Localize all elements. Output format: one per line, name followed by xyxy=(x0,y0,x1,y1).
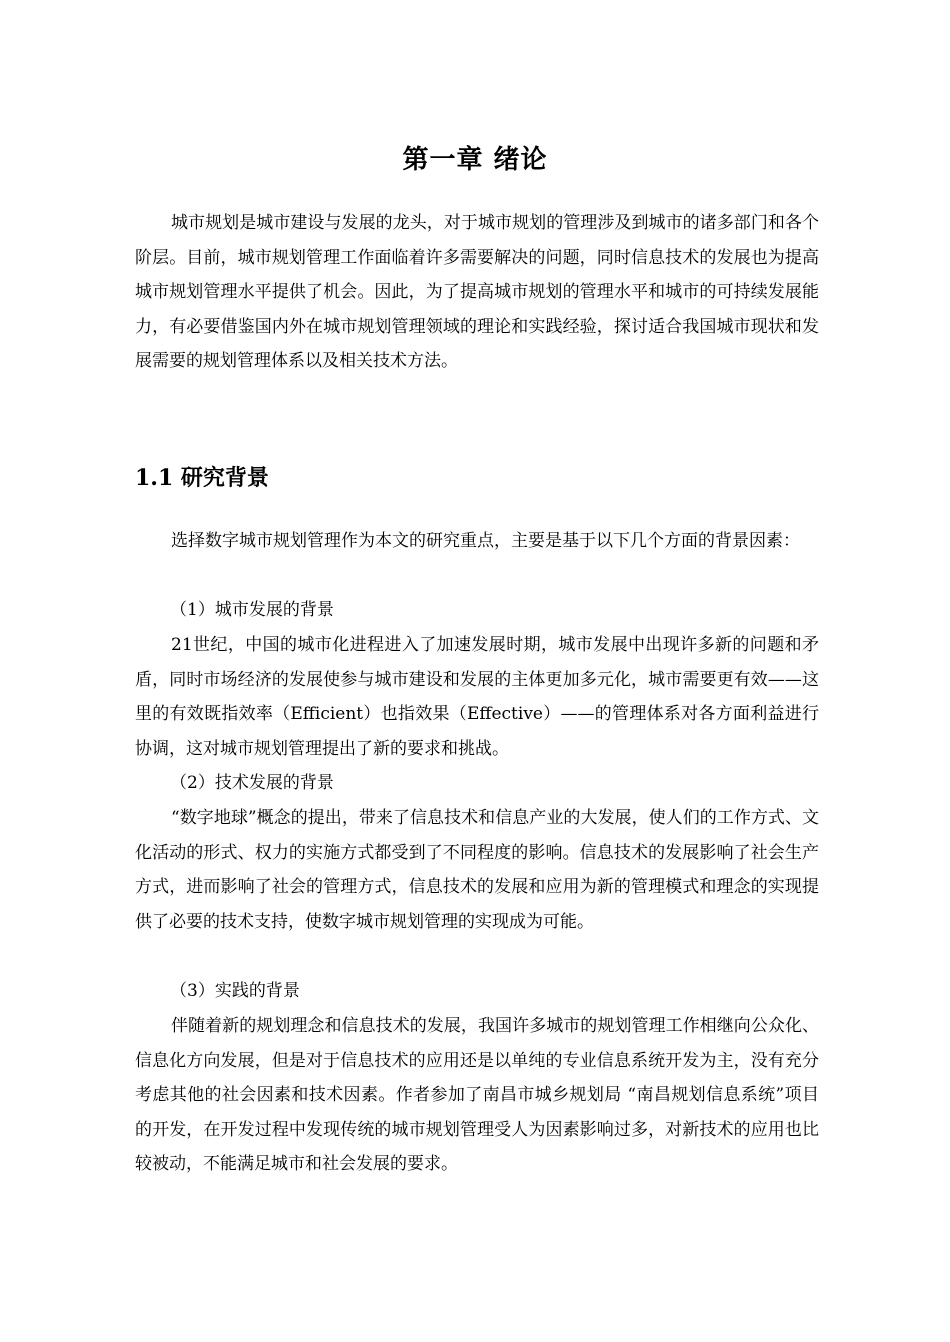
section-title: 1.1 研究背景 xyxy=(135,465,269,491)
intro-paragraph: 城市规划是城市建设与发展的龙头，对于城市规划的管理涉及到城市的诸多部门和各个阶层。目前，城市规划管理工作面临着许多需要解决的问题，同时信息技术的发展也为提高城市规划管理水平提供了机会。因此，为了提高城市规划的管理水平和城市的可持续发展能力，有必要借鉴国内外在城市规划管理领域的理论和实践经验，探讨适合我国城市现状和发展需要的规划管理体系以及相关技术方法。 xyxy=(135,213,819,371)
subsection-heading-urban-development: （1）城市发展的背景 xyxy=(170,600,334,620)
subsection-heading-practice: （3）实践的背景 xyxy=(170,981,300,1001)
subsection-text-urban-development: 21世纪，中国的城市化进程进入了加速发展时期，城市发展中出现许多新的问题和矛盾，同时市场经济的发展使参与城市建设和发展的主体更加多元化，城市需要更有效——这里的有效既指效率（Efficient）也指效果（Effective）——的管理体系对各方面利益进行协调，这对城市规划管理提出了新的要求和挑战。 xyxy=(135,635,819,759)
section-intro-paragraph: 选择数字城市规划管理作为本文的研究重点，主要是基于以下几个方面的背景因素： xyxy=(171,531,800,551)
subsection-text-practice: 伴随着新的规划理念和信息技术的发展，我国许多城市的规划管理工作相继向公众化、信息化方向发展，但是对于信息技术的应用还是以单纯的专业信息系统开发为主，没有充分考虑其他的社会因素和技术因素。作者参加了南昌市城乡规划局 “南昌规划信息系统”项目的开发，在开发过程中发现传统的城市规划管理受人为因素影响过多，对新技术的应用也比较被动，不能满足城市和社会发展的要求。 xyxy=(135,1016,819,1174)
subsection-text-technology: “数字地球”概念的提出，带来了信息技术和信息产业的大发展，使人们的工作方式、文化活动的形式、权力的实施方式都受到了不同程度的影响。信息技术的发展影响了社会生产方式，进而影响了社会的管理方式，信息技术的发展和应用为新的管理模式和理念的实现提供了必要的技术支持，使数字城市规划管理的实现成为可能。 xyxy=(135,808,819,932)
subsection-heading-technology: （2）技术发展的背景 xyxy=(170,773,334,793)
chapter-title: 第一章 绪论 xyxy=(402,145,548,175)
